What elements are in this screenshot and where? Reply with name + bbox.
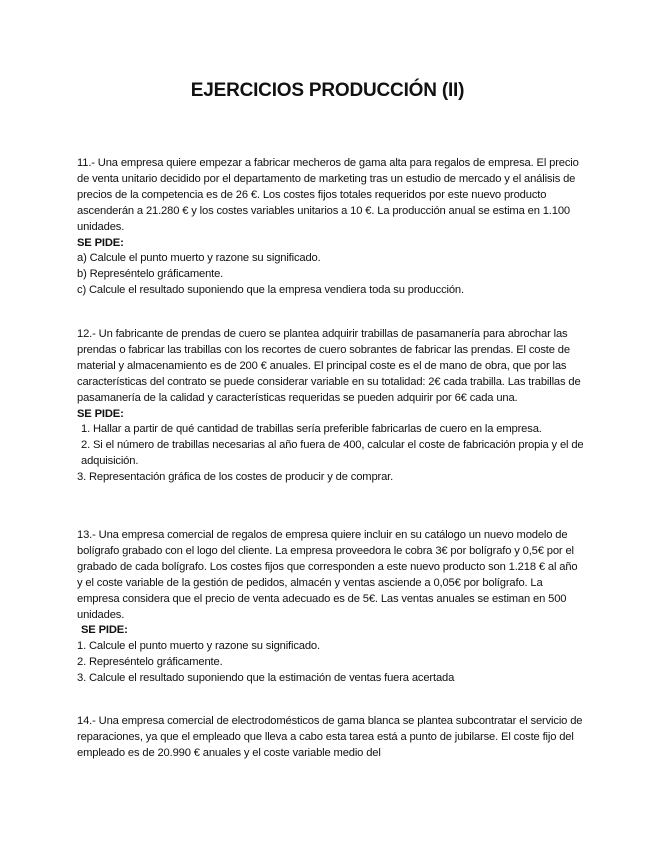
exercise-14 xyxy=(77,714,585,762)
exercise-11 xyxy=(77,156,585,299)
se-pide-label: SE PIDE: xyxy=(77,236,124,249)
exercise-statement: 11.- Una empresa quiere empezar a fabricar mecheros de gama alta para regalos de empresa. El precio de venta unitario decidido por el departamento de marketing tras un estudio de mercado y el análisis de precios de la competencia es de 26 €. Los costes fijos totales requeridos por este nuevo producto ascenderán a 21.280 € y los costes variables unitarios a 10 €. La producción anual se estima en 1.100 unidades. xyxy=(77,157,579,233)
question-item: 3. Calcule el resultado suponiendo que la estimación de ventas fuera acertada xyxy=(77,672,455,685)
question-item: 1. Calcule el punto muerto y razone su significado. xyxy=(77,640,320,653)
question-item: 1. Hallar a partir de qué cantidad de trabillas sería preferible fabricarlas de cuero en la empresa. xyxy=(81,423,542,436)
se-pide-label: SE PIDE: xyxy=(77,407,124,420)
question-item: 2. Represéntelo gráficamente. xyxy=(77,656,223,669)
question-item: 3. Representación gráfica de los costes de producir y de comprar. xyxy=(77,471,394,484)
exercise-13 xyxy=(77,528,585,687)
question-item: 2. Si el número de trabillas necesarias al año fuera de 400, calcular el coste de fabricación propia y el de adquisición. xyxy=(81,439,584,468)
question-item: a) Calcule el punto muerto y razone su significado. xyxy=(77,252,321,265)
exercise-statement: 12.- Un fabricante de prendas de cuero se plantea adquirir trabillas de pasamanería para abrochar las prendas o fabricar las trabillas con los recortes de cuero sobrantes de fabricar las prendas. El coste de material y almacenamiento es de 200 € anuales. El principal coste es el de mano de obra, que por las características del contrato se puede considerar variable en su totalidad: 2€ cada trabilla. Las trabillas de pasamanería de la calidad y características requeridas se pueden adquirir por 6€ cada una. xyxy=(77,328,581,404)
question-item: c) Calcule el resultado suponiendo que la empresa vendiera toda su producción. xyxy=(77,284,464,297)
page-title: EJERCICIOS PRODUCCIÓN (II) xyxy=(190,80,465,101)
question-item: b) Represéntelo gráficamente. xyxy=(77,268,224,281)
exercise-statement: 13.- Una empresa comercial de regalos de empresa quiere incluir en su catálogo un nuevo modelo de bolígrafo grabado con el logo del cliente. La empresa proveedora le cobra 3€ por bolígrafo y 0,5€ por el grabado de cada bolígrafo. Los costes fijos que corresponden a este nuevo producto son 1.218 € al año y el coste variable de la gestión de pedidos, almacén y ventas asciende a 0,05€ por bolígrafo. La empresa considera que el precio de venta adecuado es de 5€. Las ventas anuales se estiman en 500 unidades. xyxy=(77,529,578,621)
exercise-statement: 14.- Una empresa comercial de electrodomésticos de gama blanca se plantea subcontratar el servicio de reparaciones, ya que el empleado que lleva a cabo esta tarea está a punto de jubilarse. El coste fijo del empleado es de 20.990 € anuales y el coste variable medio del xyxy=(77,715,583,759)
exercise-12 xyxy=(77,327,585,486)
se-pide-label: SE PIDE: xyxy=(81,624,128,637)
